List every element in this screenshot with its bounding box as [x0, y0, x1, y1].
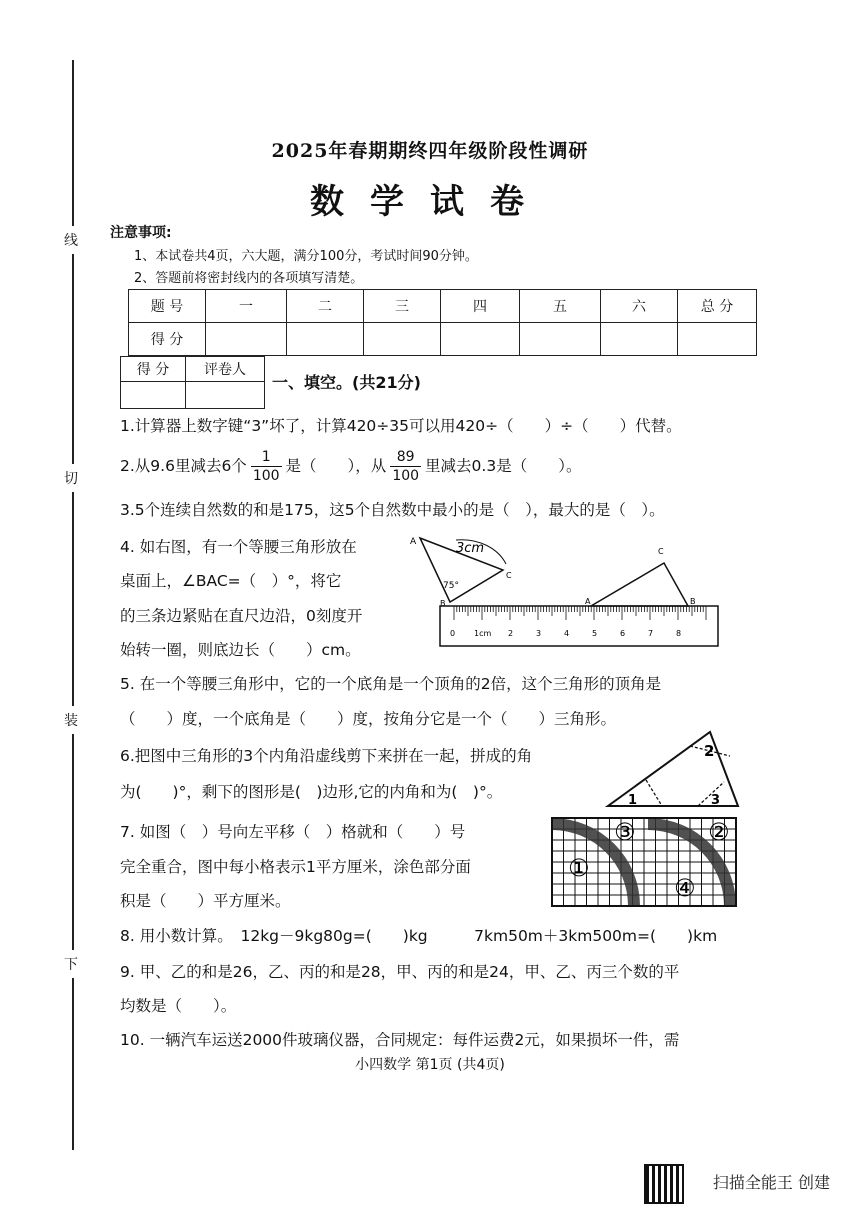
- notes-heading: 注意事项:: [110, 225, 172, 241]
- question-7-line: 7. 如图（ ）号向左平移（ ）格就和（ ）号: [120, 823, 466, 841]
- ruler-tick-marks: [454, 606, 706, 620]
- question-1: 1.计算器上数字键“3”坏了，计算420÷35可以用420÷（ ）÷（ ）代替。: [120, 417, 682, 435]
- ruler-label-6: 6: [620, 629, 626, 638]
- question-2-part: 2.从9.6里减去6个: [120, 457, 247, 475]
- score-input-cell[interactable]: [520, 323, 601, 356]
- vertex-label-a: A: [585, 597, 591, 606]
- fraction: [251, 448, 282, 485]
- question-9-line: 9. 甲、乙的和是26，乙、丙的和是28，甲、丙的和是24，甲、乙、丙三个数的平: [120, 963, 680, 981]
- score-table: [128, 289, 757, 356]
- fraction-denominator: 100: [392, 468, 420, 484]
- grader-box: [120, 356, 265, 409]
- question-4-line: 始转一圈，则底边长（ ）cm。: [120, 641, 361, 659]
- binding-line: [72, 60, 74, 1150]
- question-4-line: 桌面上，∠BAC=（ ）°，将它: [120, 572, 342, 590]
- score-input-cell[interactable]: [287, 323, 364, 356]
- question-10: 10. 一辆汽车运送2000件玻璃仪器，合同规定：每件运费2元，如果损坏一件，需: [120, 1031, 680, 1049]
- score-cell: 六: [601, 290, 678, 323]
- score-table-score-row: [129, 323, 757, 356]
- binding-label-down: 下: [64, 950, 78, 978]
- grader-name-label: 评卷人: [186, 357, 265, 382]
- score-input-cell[interactable]: [601, 323, 678, 356]
- ruler-label-7: 7: [648, 629, 654, 638]
- question-5-line: 5. 在一个等腰三角形中，它的一个底角是一个顶角的2倍，这个三角形的顶角是: [120, 675, 662, 693]
- binding-label-line: 线: [64, 226, 78, 254]
- score-cell: 得 分: [129, 323, 206, 356]
- exam-subtitle: 2025年春期期终四年级阶段性调研: [271, 140, 589, 162]
- question-4-line: 4. 如右图，有一个等腰三角形放在: [120, 538, 357, 556]
- grader-name-cell[interactable]: [186, 382, 265, 409]
- cut-line-1: [646, 780, 662, 806]
- score-input-cell[interactable]: [206, 323, 287, 356]
- fraction-numerator: 1: [251, 448, 282, 467]
- fraction-denominator: 100: [252, 468, 280, 484]
- ruler-label-4: 4: [564, 629, 570, 638]
- region-label-1: ①: [568, 854, 590, 882]
- question-8: 8. 用小数计算。 12kg－9kg80g=( )kg 7km50m＋3km500m=( )km: [120, 927, 718, 945]
- vertex-label-a: A: [410, 537, 417, 547]
- question-3: 3.5个连续自然数的和是175，这5个自然数中最小的是（ ），最大的是（ ）。: [120, 501, 665, 519]
- vertex-label-c: C: [506, 571, 512, 580]
- ruler-label-5: 5: [592, 629, 598, 638]
- triangle-ruler-figure: [408, 530, 726, 660]
- score-cell: 一: [206, 290, 287, 323]
- question-6-line: 为( )°，剩下的图形是( )边形,它的内角和为( )°。: [120, 783, 503, 801]
- score-cell: 四: [441, 290, 520, 323]
- question-4-line: 的三条边紧贴在直尺边沿，0刻度开: [120, 607, 363, 625]
- section-title: 一、填空。(共21分): [272, 373, 421, 392]
- angle-label: 75°: [443, 581, 459, 591]
- note-item: 2、答题前将密封线内的各项填写清楚。: [134, 271, 364, 286]
- region-label-4: ④: [674, 874, 696, 902]
- question-2-part: 里减去0.3是（ ）。: [425, 457, 582, 475]
- score-input-cell[interactable]: [441, 323, 520, 356]
- score-table-header-row: [129, 290, 757, 323]
- note-item: 1、本试卷共4页，六大题，满分100分，考试时间90分钟。: [134, 249, 478, 264]
- angle-label-2: 2: [704, 742, 715, 760]
- fraction-numerator: 89: [390, 448, 421, 467]
- qr-code-icon: [646, 1166, 682, 1202]
- length-label: 3cm: [456, 541, 485, 556]
- binding-label-bind: 装: [64, 706, 78, 734]
- grader-score-cell[interactable]: [121, 382, 186, 409]
- question-7-line: 积是（ ）平方厘米。: [120, 892, 291, 910]
- question-7-line: 完全重合，图中每小格表示1平方厘米，涂色部分面: [120, 858, 471, 876]
- angle-label-1: 1: [628, 793, 638, 808]
- scanner-watermark: 扫描全能王 创建: [712, 1173, 830, 1192]
- ruler-label-1: 1cm: [474, 629, 492, 638]
- score-cell: 二: [287, 290, 364, 323]
- exam-title: 数学试卷: [310, 182, 550, 222]
- vertex-label-c: C: [658, 547, 664, 556]
- grader-score-label: 得 分: [121, 357, 186, 382]
- region-label-3: ③: [614, 818, 636, 846]
- region-label-2: ②: [708, 818, 730, 846]
- question-6-line: 6.把图中三角形的3个内角沿虚线剪下来拼在一起，拼成的角: [120, 747, 533, 765]
- ruler-label-3: 3: [536, 629, 542, 638]
- question-2: [120, 448, 581, 485]
- fraction: [390, 448, 421, 485]
- question-2-part: 是（ ），从: [285, 457, 387, 475]
- score-cell: 五: [520, 290, 601, 323]
- binding-label-cut: 切: [64, 464, 78, 492]
- question-9-line: 均数是（ ）。: [120, 997, 237, 1015]
- score-cell: 三: [364, 290, 441, 323]
- score-cell: 总 分: [678, 290, 757, 323]
- ruler-label-2: 2: [508, 629, 514, 638]
- ruler-label-8: 8: [676, 629, 682, 638]
- score-input-cell[interactable]: [364, 323, 441, 356]
- triangle-b: [591, 563, 688, 606]
- score-cell: 题 号: [129, 290, 206, 323]
- page-footer: 小四数学 第1页 (共4页): [355, 1057, 505, 1073]
- triangle-cut-figure: [604, 728, 740, 810]
- vertex-label-b: B: [690, 597, 696, 606]
- question-5-line: （ ）度，一个底角是（ ）度，按角分它是一个（ ）三角形。: [120, 710, 617, 728]
- grid-figure: [548, 814, 740, 910]
- score-input-cell[interactable]: [678, 323, 757, 356]
- angle-label-3: 3: [711, 793, 721, 808]
- vertex-label-b: B: [440, 599, 446, 608]
- ruler-label-0: 0: [450, 629, 456, 638]
